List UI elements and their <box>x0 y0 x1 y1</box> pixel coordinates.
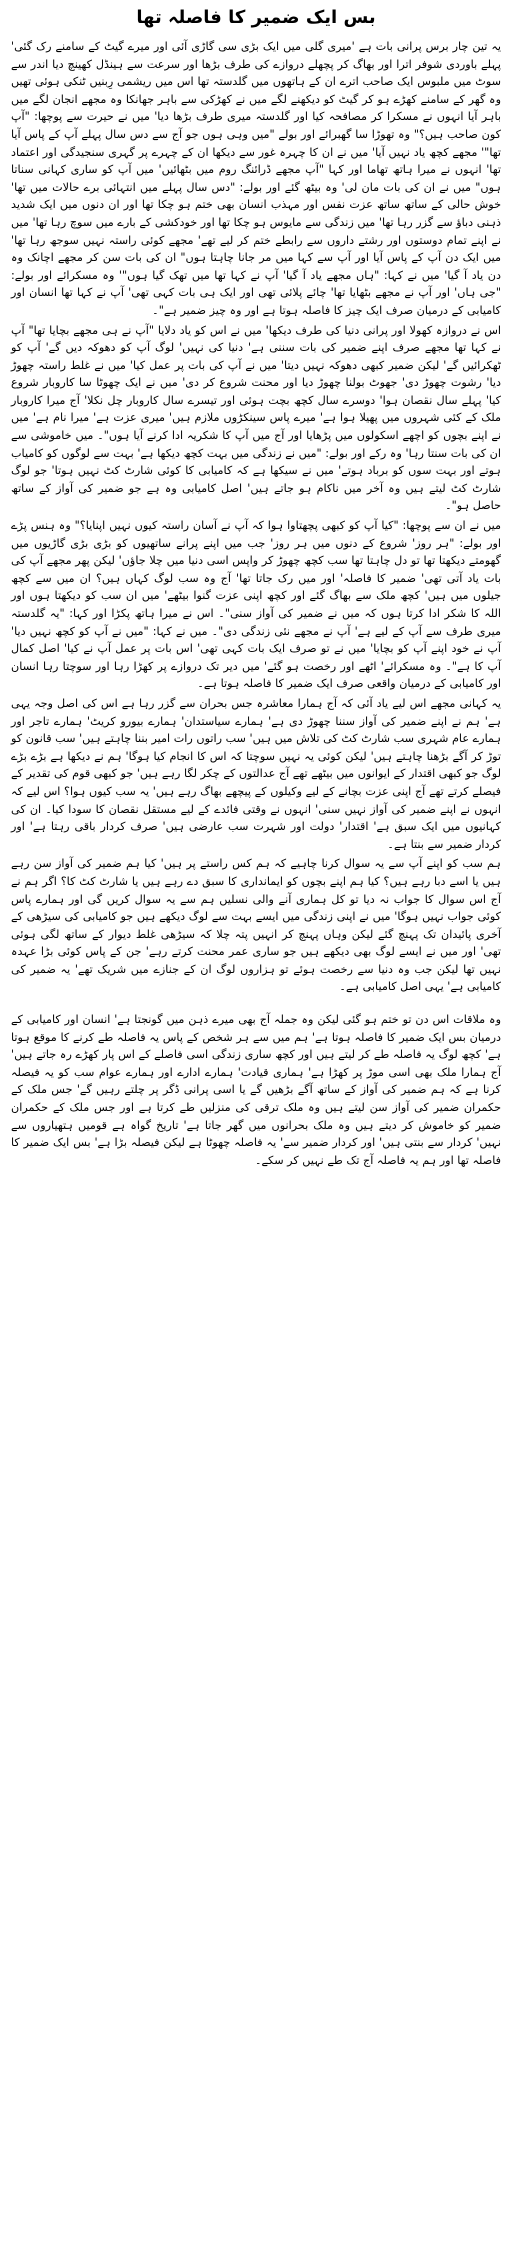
section-gap <box>11 996 501 1011</box>
paragraph-2: اس نے دروازہ کھولا اور پرانی دنیا کی طرف دیکھا' میں نے اس کو یاد دلایا "آپ نے ہی مجھے بچایا تھا" آپ نے کہا تھا مجھے صرف اپنے ضمیر کی بات سننی ہے' دنیا کی نہیں' لوگ آپ کو دھوکہ دیں گے' آپ کو ٹھکرائیں گے' لیکن ضمیر کبھی دھوکہ نہیں دیتا' میں نے آپ کی بات پر عمل کیا' میں نے غلط راستہ چھوڑ دیا' رشوت چھوڑ دی' جھوٹ بولنا چھوڑ دیا اور محنت شروع کر دی' میں نے ایک چھوٹا سا کاروبار شروع کیا' پہلے سال نقصان ہوا' دوسرے سال کچھ بچت ہوئی اور تیسرے سال کاروبار چل نکلا' آج میرا کاروبار ملک کے کئی شہروں میں پھیلا ہوا ہے' میرے پاس سینکڑوں ملازم ہیں' میری عزت ہے' میرا نام ہے' میں نے اپنے بچوں کو اچھے اسکولوں میں پڑھایا اور آج میں آپ کا شکریہ ادا کرنے آیا ہوں"۔ میں خاموشی سے ان کی بات سنتا رہا' وہ رکے اور بولے: "میں نے زندگی میں بہت کچھ دیکھا ہے' بہت سے لوگوں کو کامیاب ہوتے اور بہت سوں کو برباد ہوتے' میں نے سیکھا ہے کہ کامیابی کا کوئی شارٹ کٹ نہیں ہوتا' جو لوگ شارٹ کٹ لیتے ہیں وہ آخر میں ناکام ہو جاتے ہیں' اصل کامیابی وہ ہے جو ضمیر کی آواز کے ساتھ حاصل ہو"۔ <box>11 323 501 513</box>
paragraph-1: یہ تین چار برس پرانی بات ہے 'میری گلی میں ایک بڑی سی گاڑی آئی اور میرے گیٹ کے سامنے رک گئی' پہلے باوردی شوفر اترا اور بھاگ کر پچھلے دروازے کی طرف بڑھا اور سرعت سے ہینڈل کھینچ دیا اندر سے سوٹ میں ملبوس ایک صاحب اترے ان کے ہاتھوں میں گلدستہ تھا اس میں ریشمی رِبنیں ٹنکی ہوئی تھیں وہ گھر کے سامنے کھڑے ہو کر گیٹ کو دیکھنے لگے میں نے کھڑکی سے باہر جھانکا وہ مجھے انجان لگے میں باہر آیا انہوں نے مسکرا کر مصافحہ کیا اور گلدستہ میری طرف بڑھا دیا' میں نے حیرت سے پوچھا: "آپ کون صاحب ہیں؟" وہ تھوڑا سا گھبرائے اور بولے "میں وہی ہوں جو آج سے دس سال پہلے آپ کے پاس آیا تھا"' مجھے کچھ یاد نہیں آیا' میں نے ان کا چہرہ غور سے دیکھا ان کے چہرے پر گہری سنجیدگی اور اعتماد تھا' انہوں نے میرا ہاتھ تھاما اور کہا "آپ مجھے ڈرائنگ روم میں بٹھائیں' میں آپ کو ساری کہانی سناتا ہوں" میں نے ان کی بات مان لی' وہ بیٹھ گئے اور بولے: "دس سال پہلے میں انتہائی برے حالات میں تھا' خوش حالی کے ساتھ ساتھ عزت نفس اور مہذب انسان بھی ختم ہو چکا تھا اور ان دنوں میں ایک شدید ذہنی دباؤ سے گزر رہا تھا' میں زندگی سے مایوس ہو چکا تھا اور خودکشی کے بارے میں سوچ رہا تھا' میں نے اپنے تمام دوستوں اور رشتے داروں سے رابطے ختم کر لیے تھے' مجھے کوئی راستہ نہیں سوجھ رہا تھا' میں ایک دن آپ کے پاس آیا اور آپ سے کہا میں مر جانا چاہتا ہوں" ان کی بات سن کر مجھے اچانک وہ دن یاد آ گیا' میں نے کہا: "ہاں مجھے یاد آ گیا' آپ نے کہا تھا میں تھک گیا ہوں"' وہ مسکرائے اور بولے: "جی ہاں' اور آپ نے مجھے بٹھایا تھا' چائے پلائی تھی اور ایک ہی بات کہی تھی' آپ نے کہا تھا انسان اور کامیابی کے درمیان صرف ایک چیز کا فاصلہ ہوتا ہے اور وہ چیز ضمیر ہے"۔ <box>11 40 501 317</box>
paragraph-6: وہ ملاقات اس دن تو ختم ہو گئی لیکن وہ جملہ آج بھی میرے ذہن میں گونجتا ہے' انسان اور کامیابی کے درمیان بس ایک ضمیر کا فاصلہ ہوتا ہے' ہم میں سے ہر شخص کے پاس یہ فاصلہ طے کرنے کا موقع ہوتا ہے' کچھ لوگ یہ فاصلہ طے کر لیتے ہیں اور کچھ ساری زندگی اسی فاصلے کے اس پار کھڑے رہ جاتے ہیں' آج ہمارا ملک بھی اسی موڑ پر کھڑا ہے' ہماری قیادت' ہمارے ادارے اور ہمارے عوام سب کو یہ فیصلہ کرنا ہے کہ ہم ضمیر کی آواز کے ساتھ آگے بڑھیں گے یا اسی پرانی ڈگر پر چلتے رہیں گے' جس ملک کے حکمران ضمیر کی آواز سن لیتے ہیں وہ ملک ترقی کی منزلیں طے کرتا ہے اور جس ملک کے حکمران ضمیر کو خاموش کر دیتے ہیں وہ ملک بحرانوں میں گھر جاتا ہے' تاریخ گواہ ہے قومیں ہتھیاروں سے نہیں' کردار سے بنتی ہیں' اور کردار ضمیر سے' یہ فاصلہ چھوٹا ہے لیکن فیصلہ بڑا ہے' بس ایک ضمیر کا فاصلہ تھا اور ہم یہ فاصلہ آج تک طے نہیں کر سکے۔ <box>11 1013 501 1167</box>
article-title: بس ایک ضمیر کا فاصلہ تھا <box>136 7 376 28</box>
paragraph-3: میں نے ان سے پوچھا: "کیا آپ کو کبھی پچھتاوا ہوا کہ آپ نے آسان راستہ کیوں نہیں اپنایا؟" وہ ہنس پڑے اور بولے: "ہر روز' شروع کے دنوں میں ہر روز' جب میں اپنے پرانے ساتھیوں کو بڑی بڑی گاڑیوں میں گھومتے دیکھتا تھا تو دل چاہتا تھا سب کچھ چھوڑ کر واپس اسی دنیا میں چلا جاؤں' لیکن پھر مجھے آپ کی بات یاد آتی تھی' ضمیر کا فاصلہ' اور میں رک جاتا تھا' آج وہ سب لوگ کہاں ہیں؟ ان میں سے کچھ جیلوں میں ہیں' کچھ ملک سے بھاگ گئے اور کچھ اپنی عزت گنوا بیٹھے' میں ان سب کو دیکھتا ہوں اور اللہ کا شکر ادا کرتا ہوں کہ میں نے ضمیر کی آواز سنی"۔ اس نے میرا ہاتھ پکڑا اور کہا: "یہ گلدستہ میری طرف سے آپ کے لیے ہے' آپ نے مجھے نئی زندگی دی"۔ میں نے کہا: "میں نے آپ کو کچھ نہیں دیا' آپ نے خود اپنے آپ کو بچایا' میں نے تو صرف ایک بات کہی تھی' اس بات پر عمل آپ نے کیا' اصل کمال آپ کا ہے"۔ وہ مسکرائے' اٹھے اور رخصت ہو گئے' میں دیر تک دروازے پر کھڑا رہا اور سوچتا رہا انسان اور کامیابی کے درمیان واقعی صرف ایک ضمیر کا فاصلہ ہوتا ہے۔ <box>11 519 501 691</box>
paragraph-4: یہ کہانی مجھے اس لیے یاد آئی کہ آج ہمارا معاشرہ جس بحران سے گزر رہا ہے اس کی اصل وجہ یہی ہے' ہم نے اپنے ضمیر کی آواز سننا چھوڑ دی ہے' ہمارے سیاستدان' ہمارے بیورو کریٹ' ہمارے تاجر اور ہمارے عام شہری سب شارٹ کٹ کی تلاش میں ہیں' سب راتوں رات امیر بننا چاہتے ہیں' سب قانون کو توڑ کر آگے بڑھنا چاہتے ہیں' لیکن کوئی یہ نہیں سوچتا کہ اس کا انجام کیا ہوگا' ہم نے دیکھا ہے بڑے بڑے لوگ جو کبھی اقتدار کے ایوانوں میں بیٹھے تھے آج عدالتوں کے چکر لگا رہے ہیں' جو کبھی قوم کی تقدیر کے فیصلے کرتے تھے آج اپنی عزت بچانے کے لیے وکیلوں کے پیچھے بھاگ رہے ہیں' یہ سب کیوں ہوا؟ اس لیے کہ انہوں نے اپنے ضمیر کی آواز نہیں سنی' انہوں نے وقتی فائدے کے لیے مستقل نقصان کا سودا کیا۔ ان کی کہانیوں میں ایک سبق ہے' اقتدار' دولت اور شہرت سب عارضی ہیں' صرف کردار باقی رہتا ہے' اور کردار ضمیر سے بنتا ہے۔ <box>11 696 501 851</box>
paragraph-5: ہم سب کو اپنے آپ سے یہ سوال کرنا چاہیے کہ ہم کس راستے پر ہیں' کیا ہم ضمیر کی آواز سن رہے ہیں یا اسے دبا رہے ہیں؟ کیا ہم اپنے بچوں کو ایمانداری کا سبق دے رہے ہیں یا شارٹ کٹ کا؟ اگر ہم نے آج اس سوال کا جواب نہ دیا تو کل ہماری آنے والی نسلیں ہم سے یہ سوال کریں گی اور ہمارے پاس کوئی جواب نہیں ہوگا' میں نے اپنی زندگی میں ایسے بہت سے لوگ دیکھے ہیں جو کامیابی کی سیڑھی کے آخری پائیدان تک پہنچ گئے لیکن وہاں پہنچ کر انہیں پتہ چلا کہ سیڑھی غلط دیوار کے ساتھ لگی ہوئی تھی' اور میں نے ایسے لوگ بھی دیکھے ہیں جو ساری عمر محنت کرتے رہے' جن کے پاس کوئی بڑا عہدہ نہیں تھا لیکن جب وہ دنیا سے رخصت ہوئے تو ہزاروں لوگ ان کے جنازے میں شریک تھے' یہ ضمیر کی کامیابی ہے' یہی اصل کامیابی ہے۔ <box>11 857 501 994</box>
